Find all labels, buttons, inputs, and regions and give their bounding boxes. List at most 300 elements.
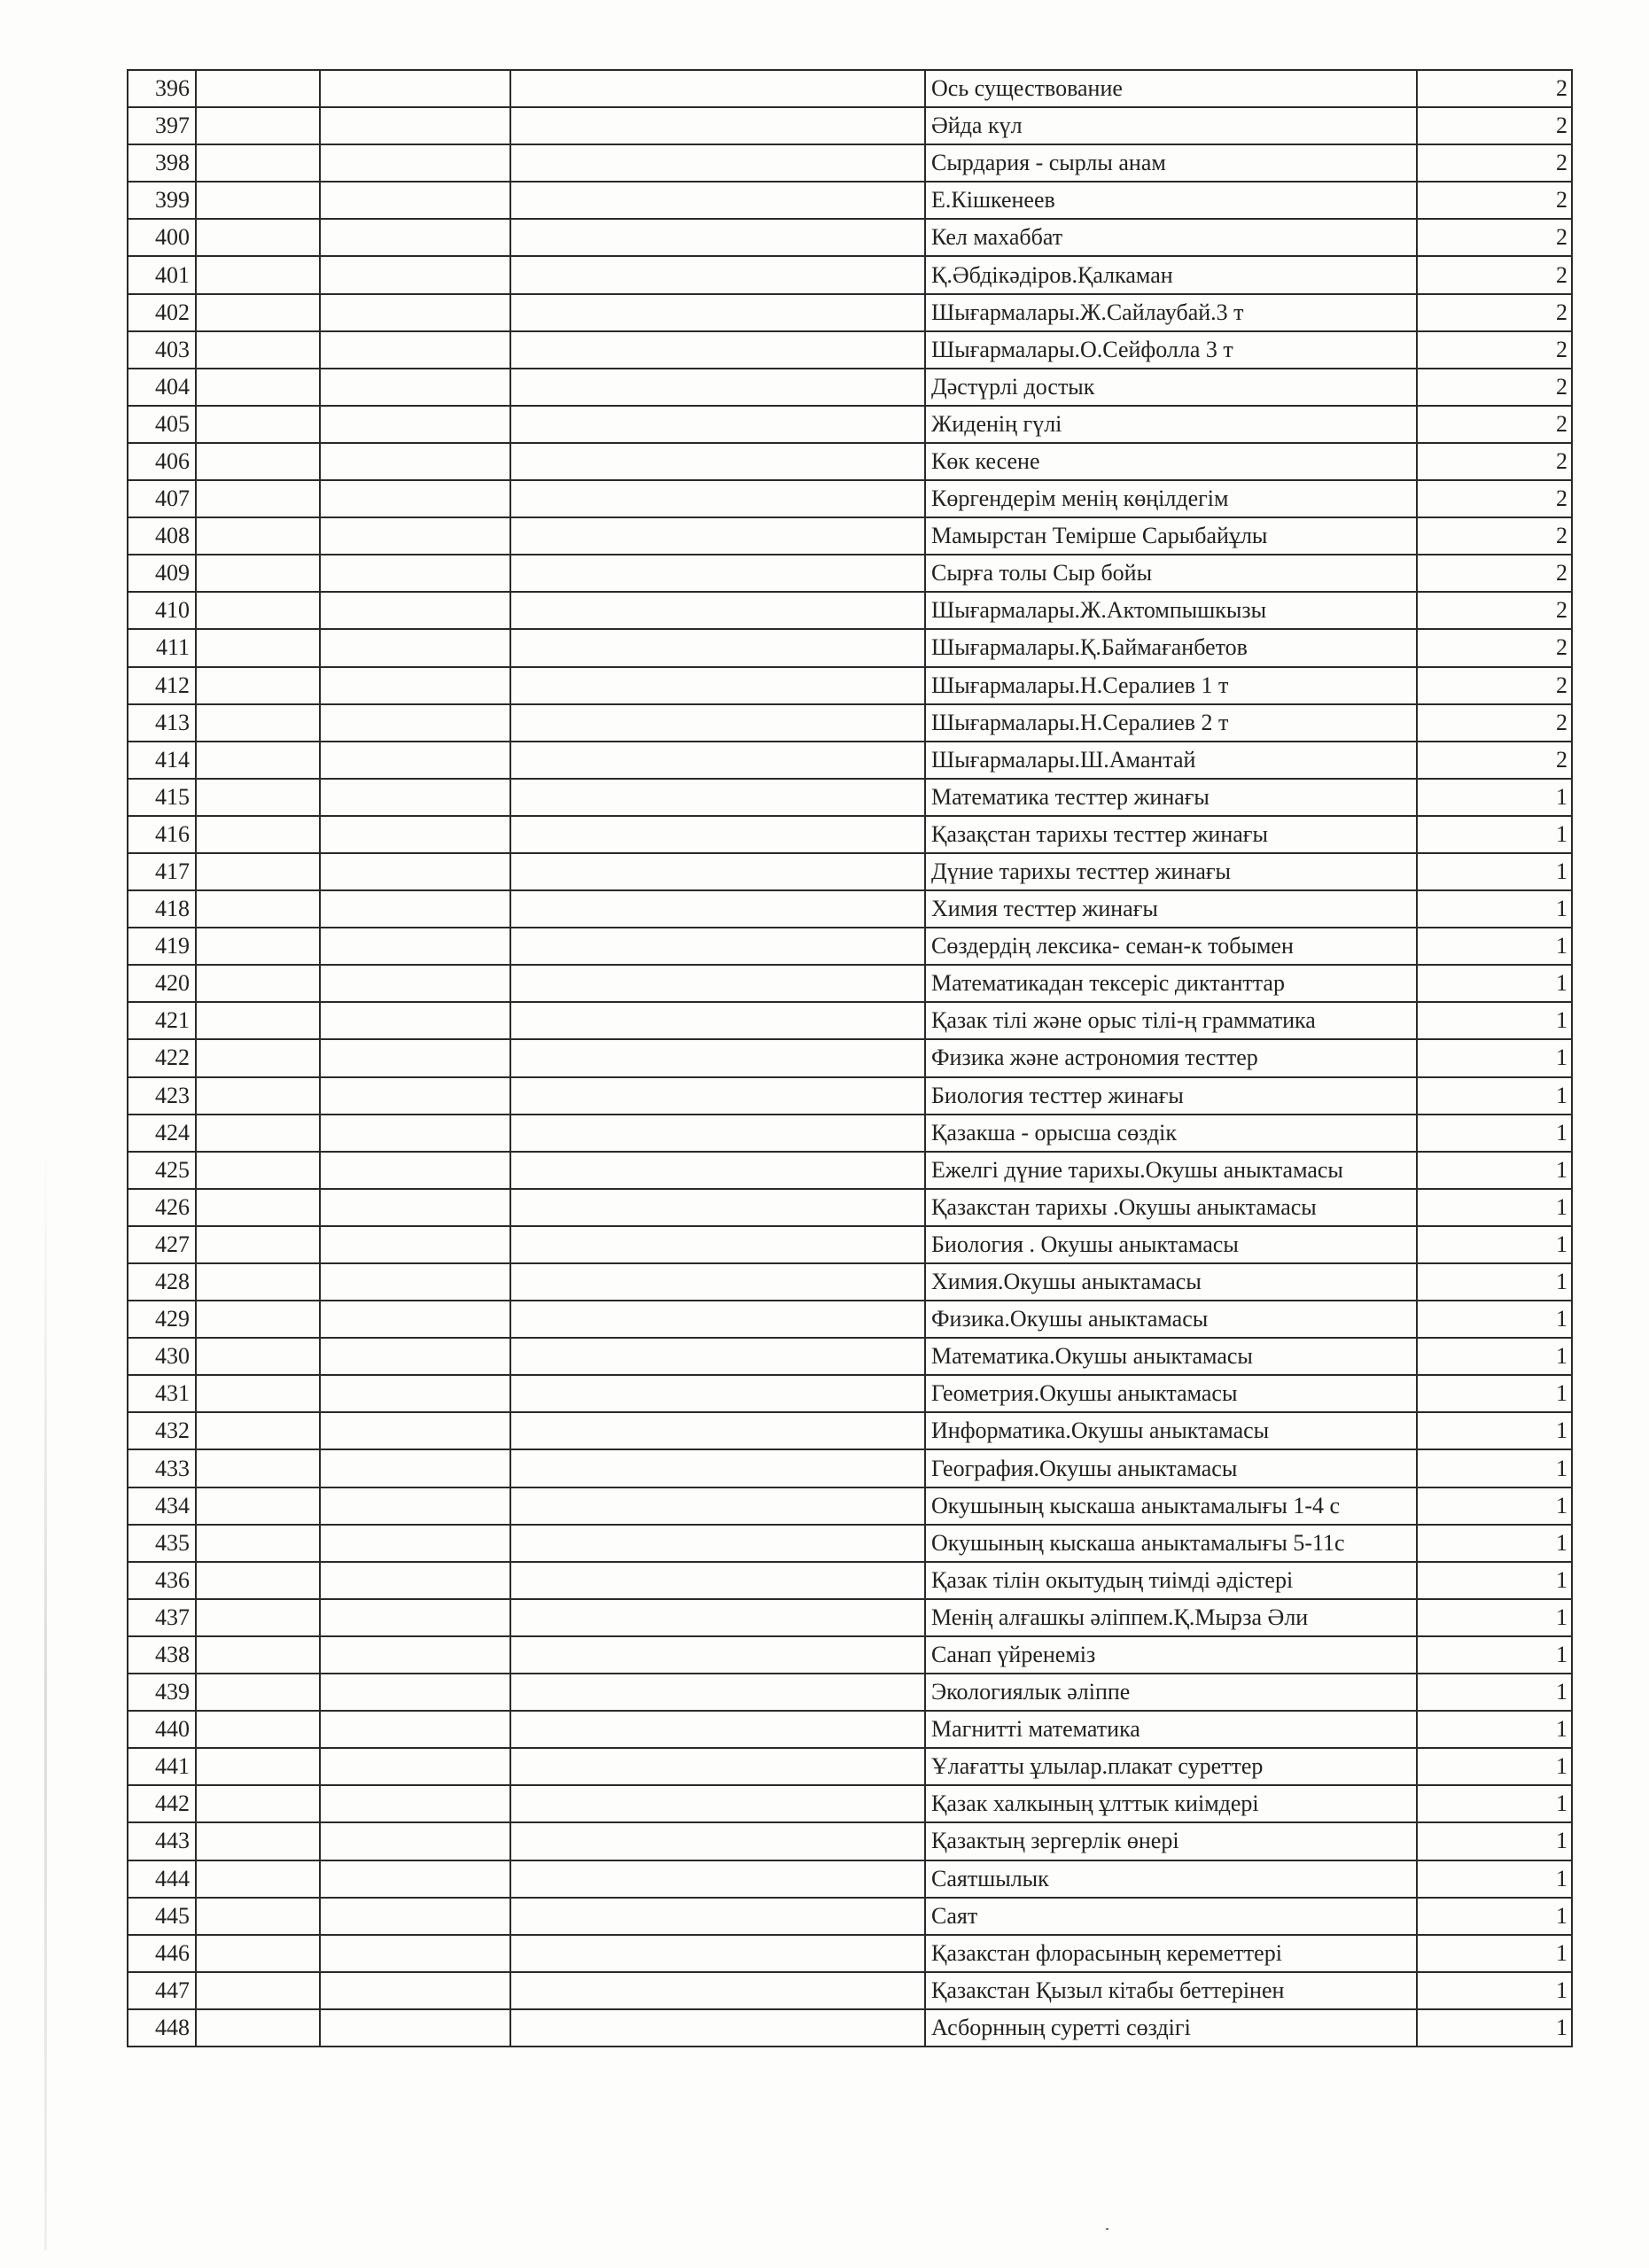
empty-cell (510, 406, 925, 443)
row-number-cell: 445 (128, 1898, 196, 1935)
row-number-cell: 430 (128, 1338, 196, 1375)
book-title-cell: Информатика.Окушы аныктамасы (925, 1412, 1417, 1449)
quantity-cell: 1 (1417, 1562, 1572, 1599)
book-title-cell: Әйда күл (925, 107, 1417, 144)
quantity-cell: 2 (1417, 629, 1572, 666)
book-title-cell: Сырдария - сырлы анам (925, 144, 1417, 182)
table-row (128, 1449, 1572, 1487)
table-row (128, 592, 1572, 629)
empty-cell (510, 779, 925, 816)
table-row (128, 70, 1572, 107)
row-number-cell: 429 (128, 1301, 196, 1338)
empty-cell (196, 629, 320, 666)
empty-cell (196, 219, 320, 256)
empty-cell (510, 182, 925, 219)
book-title-cell: Математика.Окушы аныктамасы (925, 1338, 1417, 1375)
table-row (128, 517, 1572, 555)
table-row (128, 667, 1572, 704)
book-title-cell: Қазакша - орысша сөздік (925, 1115, 1417, 1152)
table-body (128, 70, 1572, 2047)
row-number-cell: 447 (128, 1972, 196, 2009)
empty-cell (320, 1226, 510, 1263)
row-number-cell: 423 (128, 1077, 196, 1115)
empty-cell (196, 1972, 320, 2009)
empty-cell (510, 219, 925, 256)
empty-cell (320, 742, 510, 779)
empty-cell (196, 517, 320, 555)
table-row (128, 294, 1572, 331)
empty-cell (510, 1748, 925, 1785)
empty-cell (320, 331, 510, 369)
book-title-cell: Қазакстан флорасының кереметтері (925, 1935, 1417, 1972)
empty-cell (196, 443, 320, 480)
book-title-cell: Шығармалары.Н.Сералиев 1 т (925, 667, 1417, 704)
empty-cell (320, 1525, 510, 1562)
empty-cell (196, 1711, 320, 1748)
empty-cell (196, 1562, 320, 1599)
table-row (128, 107, 1572, 144)
empty-cell (196, 1525, 320, 1562)
book-title-cell: Физика және астрономия тесттер (925, 1039, 1417, 1076)
book-title-cell: Ежелгі дүние тарихы.Окушы аныктамасы (925, 1152, 1417, 1189)
quantity-cell: 1 (1417, 1674, 1572, 1711)
empty-cell (196, 369, 320, 406)
empty-cell (196, 928, 320, 965)
row-number-cell: 400 (128, 219, 196, 256)
quantity-cell: 1 (1417, 1412, 1572, 1449)
empty-cell (196, 592, 320, 629)
table-row (128, 853, 1572, 890)
empty-cell (320, 1301, 510, 1338)
row-number-cell: 441 (128, 1748, 196, 1785)
quantity-cell: 1 (1417, 1226, 1572, 1263)
empty-cell (510, 294, 925, 331)
row-number-cell: 417 (128, 853, 196, 890)
row-number-cell: 406 (128, 443, 196, 480)
table-row (128, 816, 1572, 853)
row-number-cell: 405 (128, 406, 196, 443)
empty-cell (196, 480, 320, 517)
empty-cell (320, 369, 510, 406)
empty-cell (196, 1412, 320, 1449)
empty-cell (196, 1674, 320, 1711)
table-row (128, 1562, 1572, 1599)
quantity-cell: 1 (1417, 1301, 1572, 1338)
book-title-cell: Қазак тілі және орыс тілі-ң грамматика (925, 1002, 1417, 1039)
row-number-cell: 433 (128, 1449, 196, 1487)
row-number-cell: 409 (128, 555, 196, 592)
table-row (128, 1375, 1572, 1412)
empty-cell (510, 1525, 925, 1562)
table-row (128, 742, 1572, 779)
empty-cell (510, 256, 925, 293)
empty-cell (196, 1263, 320, 1301)
quantity-cell: 1 (1417, 1599, 1572, 1636)
empty-cell (196, 853, 320, 890)
book-title-cell: Сырға толы Сыр бойы (925, 555, 1417, 592)
quantity-cell: 1 (1417, 1338, 1572, 1375)
book-title-cell: Математика тесттер жинағы (925, 779, 1417, 816)
empty-cell (320, 1002, 510, 1039)
empty-cell (320, 853, 510, 890)
table-row (128, 629, 1572, 666)
empty-cell (196, 1599, 320, 1636)
book-title-cell: Шығармалары.Ж.Актомпышкызы (925, 592, 1417, 629)
empty-cell (510, 1115, 925, 1152)
empty-cell (320, 2009, 510, 2047)
table-row (128, 1338, 1572, 1375)
table-row (128, 1898, 1572, 1935)
empty-cell (510, 1263, 925, 1301)
book-title-cell: Окушының кыскаша аныктамалығы 1-4 с (925, 1487, 1417, 1525)
book-title-cell: Қазак тілін окытудың тиімді әдістері (925, 1562, 1417, 1599)
empty-cell (510, 1711, 925, 1748)
empty-cell (196, 1338, 320, 1375)
table-row (128, 1189, 1572, 1226)
empty-cell (510, 1674, 925, 1711)
book-title-cell: Магнитті математика (925, 1711, 1417, 1748)
quantity-cell: 2 (1417, 480, 1572, 517)
empty-cell (320, 182, 510, 219)
row-number-cell: 403 (128, 331, 196, 369)
row-number-cell: 440 (128, 1711, 196, 1748)
table-row (128, 1935, 1572, 1972)
empty-cell (196, 1226, 320, 1263)
row-number-cell: 398 (128, 144, 196, 182)
empty-cell (196, 1115, 320, 1152)
empty-cell (510, 1935, 925, 1972)
empty-cell (196, 1487, 320, 1525)
scan-speck (1106, 2228, 1108, 2230)
row-number-cell: 448 (128, 2009, 196, 2047)
book-title-cell: Қазакстан Қызыл кітабы беттерінен (925, 1972, 1417, 2009)
table-row (128, 1301, 1572, 1338)
empty-cell (196, 1375, 320, 1412)
empty-cell (196, 1860, 320, 1898)
empty-cell (196, 294, 320, 331)
quantity-cell: 1 (1417, 1039, 1572, 1076)
quantity-cell: 1 (1417, 890, 1572, 928)
book-title-cell: Экологиялык әліппе (925, 1674, 1417, 1711)
empty-cell (320, 1636, 510, 1674)
empty-cell (320, 1152, 510, 1189)
quantity-cell: 2 (1417, 182, 1572, 219)
empty-cell (510, 667, 925, 704)
row-number-cell: 411 (128, 629, 196, 666)
inventory-table (127, 69, 1573, 2047)
quantity-cell: 1 (1417, 1263, 1572, 1301)
book-title-cell: Окушының кыскаша аныктамалығы 5-11с (925, 1525, 1417, 1562)
row-number-cell: 428 (128, 1263, 196, 1301)
scan-shadow (44, 1134, 47, 2250)
empty-cell (510, 1002, 925, 1039)
table-row (128, 1226, 1572, 1263)
empty-cell (510, 1860, 925, 1898)
empty-cell (320, 965, 510, 1002)
table-row (128, 928, 1572, 965)
empty-cell (510, 1375, 925, 1412)
table-row (128, 1822, 1572, 1860)
row-number-cell: 444 (128, 1860, 196, 1898)
book-title-cell: Шығармалары.О.Сейфолла 3 т (925, 331, 1417, 369)
table-row (128, 219, 1572, 256)
quantity-cell: 1 (1417, 1898, 1572, 1935)
empty-cell (510, 853, 925, 890)
table-row (128, 443, 1572, 480)
empty-cell (196, 1002, 320, 1039)
empty-cell (196, 1748, 320, 1785)
row-number-cell: 413 (128, 704, 196, 742)
quantity-cell: 2 (1417, 294, 1572, 331)
empty-cell (196, 2009, 320, 2047)
empty-cell (196, 1785, 320, 1822)
empty-cell (320, 70, 510, 107)
book-title-cell: Саятшылык (925, 1860, 1417, 1898)
table-row (128, 704, 1572, 742)
empty-cell (320, 1822, 510, 1860)
book-title-cell: Биология . Окушы аныктамасы (925, 1226, 1417, 1263)
row-number-cell: 427 (128, 1226, 196, 1263)
empty-cell (510, 480, 925, 517)
empty-cell (510, 1487, 925, 1525)
empty-cell (510, 816, 925, 853)
book-title-cell: Қазак халкының ұлттык киімдері (925, 1785, 1417, 1822)
row-number-cell: 410 (128, 592, 196, 629)
row-number-cell: 421 (128, 1002, 196, 1039)
empty-cell (320, 1338, 510, 1375)
empty-cell (196, 965, 320, 1002)
empty-cell (510, 443, 925, 480)
quantity-cell: 1 (1417, 1525, 1572, 1562)
quantity-cell: 1 (1417, 965, 1572, 1002)
book-title-cell: Ұлағатты ұлылар.плакат суреттер (925, 1748, 1417, 1785)
empty-cell (320, 1412, 510, 1449)
book-title-cell: Жиденің гүлі (925, 406, 1417, 443)
empty-cell (320, 1077, 510, 1115)
quantity-cell: 1 (1417, 779, 1572, 816)
empty-cell (320, 592, 510, 629)
empty-cell (320, 1115, 510, 1152)
book-title-cell: Дүние тарихы тесттер жинағы (925, 853, 1417, 890)
empty-cell (510, 70, 925, 107)
empty-cell (196, 1189, 320, 1226)
empty-cell (510, 331, 925, 369)
table-row (128, 2009, 1572, 2047)
empty-cell (510, 1636, 925, 1674)
empty-cell (320, 517, 510, 555)
empty-cell (510, 928, 925, 965)
book-title-cell: Кел махаббат (925, 219, 1417, 256)
table-row (128, 1039, 1572, 1076)
empty-cell (320, 406, 510, 443)
quantity-cell: 1 (1417, 1152, 1572, 1189)
empty-cell (196, 107, 320, 144)
empty-cell (320, 1189, 510, 1226)
empty-cell (196, 1822, 320, 1860)
empty-cell (320, 629, 510, 666)
empty-cell (510, 629, 925, 666)
table-row (128, 1748, 1572, 1785)
table-row (128, 1002, 1572, 1039)
book-title-cell: Көргендерім менің көңілдегім (925, 480, 1417, 517)
empty-cell (510, 1226, 925, 1263)
empty-cell (320, 1375, 510, 1412)
empty-cell (510, 1077, 925, 1115)
row-number-cell: 399 (128, 182, 196, 219)
quantity-cell: 1 (1417, 1785, 1572, 1822)
empty-cell (510, 517, 925, 555)
quantity-cell: 2 (1417, 369, 1572, 406)
row-number-cell: 396 (128, 70, 196, 107)
empty-cell (510, 1972, 925, 2009)
table-row (128, 144, 1572, 182)
row-number-cell: 431 (128, 1375, 196, 1412)
row-number-cell: 402 (128, 294, 196, 331)
empty-cell (510, 1822, 925, 1860)
table-row (128, 369, 1572, 406)
book-title-cell: Санап үйренеміз (925, 1636, 1417, 1674)
empty-cell (196, 1636, 320, 1674)
quantity-cell: 2 (1417, 517, 1572, 555)
row-number-cell: 438 (128, 1636, 196, 1674)
book-title-cell: Биология тесттер жинағы (925, 1077, 1417, 1115)
empty-cell (320, 256, 510, 293)
empty-cell (196, 779, 320, 816)
empty-cell (320, 480, 510, 517)
empty-cell (196, 1039, 320, 1076)
empty-cell (510, 1599, 925, 1636)
empty-cell (196, 1449, 320, 1487)
quantity-cell: 2 (1417, 107, 1572, 144)
empty-cell (320, 1449, 510, 1487)
table-row (128, 1077, 1572, 1115)
book-title-cell: Е.Кішкенеев (925, 182, 1417, 219)
empty-cell (510, 592, 925, 629)
book-title-cell: Математикадан тексеріс диктанттар (925, 965, 1417, 1002)
table-row (128, 1525, 1572, 1562)
quantity-cell: 2 (1417, 592, 1572, 629)
empty-cell (510, 144, 925, 182)
quantity-cell: 1 (1417, 1002, 1572, 1039)
empty-cell (510, 369, 925, 406)
quantity-cell: 2 (1417, 667, 1572, 704)
row-number-cell: 446 (128, 1935, 196, 1972)
row-number-cell: 404 (128, 369, 196, 406)
row-number-cell: 439 (128, 1674, 196, 1711)
table-row (128, 1711, 1572, 1748)
quantity-cell: 2 (1417, 704, 1572, 742)
empty-cell (320, 1674, 510, 1711)
empty-cell (196, 406, 320, 443)
book-title-cell: Көк кесене (925, 443, 1417, 480)
book-title-cell: Дәстүрлі достык (925, 369, 1417, 406)
empty-cell (196, 331, 320, 369)
row-number-cell: 435 (128, 1525, 196, 1562)
table-row (128, 1412, 1572, 1449)
empty-cell (196, 182, 320, 219)
quantity-cell: 1 (1417, 853, 1572, 890)
empty-cell (510, 1039, 925, 1076)
table-row (128, 1972, 1572, 2009)
table-row (128, 1599, 1572, 1636)
empty-cell (196, 555, 320, 592)
row-number-cell: 425 (128, 1152, 196, 1189)
quantity-cell: 1 (1417, 1972, 1572, 2009)
quantity-cell: 2 (1417, 219, 1572, 256)
empty-cell (320, 555, 510, 592)
quantity-cell: 1 (1417, 2009, 1572, 2047)
empty-cell (510, 1189, 925, 1226)
empty-cell (510, 555, 925, 592)
book-title-cell: Асборнның суретті сөздігі (925, 2009, 1417, 2047)
empty-cell (510, 1898, 925, 1935)
quantity-cell: 1 (1417, 1449, 1572, 1487)
empty-cell (320, 144, 510, 182)
book-title-cell: Шығармалары.Ж.Сайлаубай.3 т (925, 294, 1417, 331)
row-number-cell: 401 (128, 256, 196, 293)
empty-cell (196, 1935, 320, 1972)
row-number-cell: 422 (128, 1039, 196, 1076)
empty-cell (320, 1599, 510, 1636)
book-title-cell: Шығармалары.Ш.Амантай (925, 742, 1417, 779)
quantity-cell: 2 (1417, 742, 1572, 779)
book-title-cell: География.Окушы аныктамасы (925, 1449, 1417, 1487)
empty-cell (320, 816, 510, 853)
quantity-cell: 1 (1417, 1189, 1572, 1226)
empty-cell (320, 1562, 510, 1599)
book-title-cell: Саят (925, 1898, 1417, 1935)
quantity-cell: 2 (1417, 256, 1572, 293)
row-number-cell: 415 (128, 779, 196, 816)
row-number-cell: 407 (128, 480, 196, 517)
table-row (128, 1860, 1572, 1898)
row-number-cell: 408 (128, 517, 196, 555)
empty-cell (510, 1301, 925, 1338)
row-number-cell: 419 (128, 928, 196, 965)
empty-cell (510, 1338, 925, 1375)
quantity-cell: 2 (1417, 555, 1572, 592)
row-number-cell: 424 (128, 1115, 196, 1152)
empty-cell (320, 779, 510, 816)
row-number-cell: 412 (128, 667, 196, 704)
quantity-cell: 2 (1417, 406, 1572, 443)
empty-cell (320, 1860, 510, 1898)
empty-cell (320, 1487, 510, 1525)
table-row (128, 1263, 1572, 1301)
table-row (128, 1674, 1572, 1711)
row-number-cell: 414 (128, 742, 196, 779)
book-title-cell: Геометрия.Окушы аныктамасы (925, 1375, 1417, 1412)
empty-cell (320, 1748, 510, 1785)
quantity-cell: 1 (1417, 1860, 1572, 1898)
book-title-cell: Химия тесттер жинағы (925, 890, 1417, 928)
quantity-cell: 1 (1417, 1115, 1572, 1152)
empty-cell (196, 1301, 320, 1338)
book-title-cell: Қазақстан тарихы тесттер жинағы (925, 816, 1417, 853)
book-title-cell: Химия.Окушы аныктамасы (925, 1263, 1417, 1301)
book-title-cell: Шығармалары.Н.Сералиев 2 т (925, 704, 1417, 742)
empty-cell (196, 1898, 320, 1935)
table-row (128, 1636, 1572, 1674)
empty-cell (320, 294, 510, 331)
table-row (128, 1152, 1572, 1189)
quantity-cell: 2 (1417, 144, 1572, 182)
quantity-cell: 1 (1417, 1935, 1572, 1972)
empty-cell (510, 107, 925, 144)
empty-cell (196, 816, 320, 853)
book-title-cell: Мамырстан Темірше Сарыбайұлы (925, 517, 1417, 555)
quantity-cell: 1 (1417, 816, 1572, 853)
